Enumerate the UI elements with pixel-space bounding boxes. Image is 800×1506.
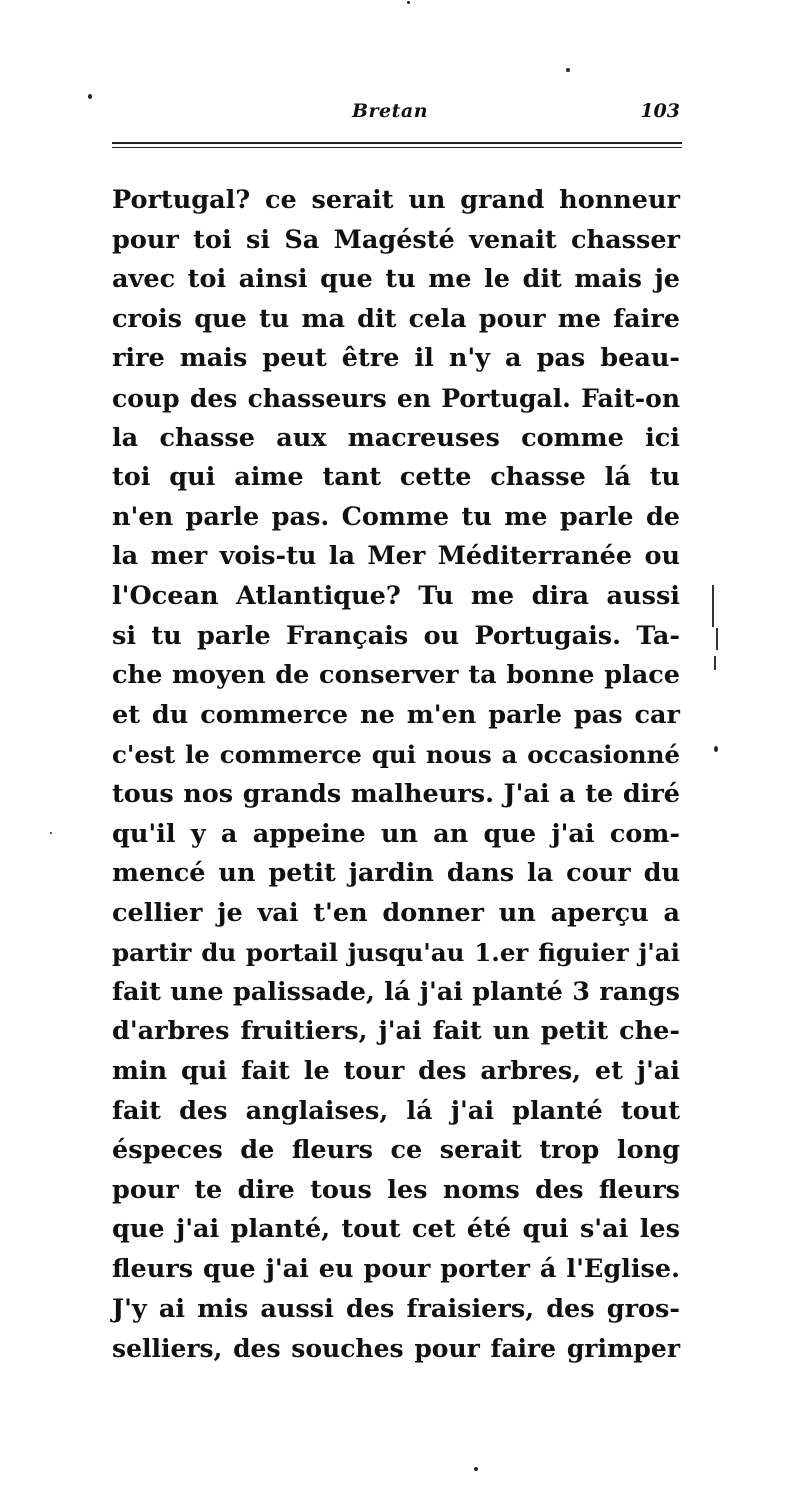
text-line: n'en parle pas. Comme tu me parle de: [112, 501, 680, 532]
text-line: crois que tu ma dit cela pour me faire: [112, 303, 680, 334]
running-title: Bretan: [351, 100, 429, 122]
page-number: 103: [640, 100, 680, 122]
text-line: min qui fait le tour des arbres, et j'ai: [112, 1056, 680, 1087]
scan-speck: [474, 1467, 478, 1471]
text-line: éspeces de fleurs ce serait trop long: [112, 1135, 680, 1166]
text-line: pour toi si Sa Magésté venait chasser: [112, 224, 680, 255]
scan-speck: [714, 746, 718, 752]
text-line: pour te dire tous les noms des fleurs: [112, 1174, 680, 1205]
text-line: J'y ai mis aussi des fraisiers, des gros-: [112, 1293, 680, 1324]
text-line: cellier je vai t'en donner un aperçu a: [112, 897, 680, 928]
text-line: d'arbres fruitiers, j'ai fait un petit che-: [112, 1016, 680, 1047]
scan-speck: [88, 94, 92, 99]
text-line: l'Ocean Atlantique? Tu me dira aussi: [112, 580, 680, 611]
text-line: avec toi ainsi que tu me le dit mais je: [112, 264, 680, 295]
text-line: rire mais peut être il n'y a pas beau-: [112, 343, 680, 374]
text-line: fleurs que j'ai eu pour porter á l'Eglise.: [112, 1254, 680, 1285]
text-line: Portugal? ce serait un grand honneur: [112, 185, 680, 215]
text-line: fait une palissade, lá j'ai planté 3 rangs: [112, 976, 680, 1007]
text-line: coup des chasseurs en Portugal. Fait-on: [112, 383, 680, 413]
margin-mark: [714, 656, 716, 670]
text-line: la mer vois-tu la Mer Méditerranée ou: [112, 541, 680, 572]
scan-speck: [407, 1, 410, 4]
text-line: mencé un petit jardin dans la cour du: [112, 858, 680, 889]
text-line: partir du portail jusqu'au 1.er figuier j'ai: [112, 938, 680, 968]
scan-speck: [566, 68, 570, 72]
text-line: toi qui aime tant cette chasse lá tu: [112, 462, 680, 493]
margin-mark: [716, 628, 718, 650]
scan-speck: [50, 832, 52, 834]
text-line: si tu parle Français ou Portugais. Ta-: [112, 620, 680, 651]
margin-mark: [712, 585, 714, 627]
text-line: et du commerce ne m'en parle pas car: [112, 699, 680, 730]
text-line: che moyen de conserver ta bonne place: [112, 660, 680, 691]
text-line: fait des anglaises, lá j'ai planté tout: [112, 1095, 680, 1126]
text-line: tous nos grands malheurs. J'ai a te diré: [112, 778, 680, 809]
text-line: qu'il y a appeine un an que j'ai com-: [112, 818, 680, 849]
body-text: [112, 181, 680, 1369]
header-rule: [112, 142, 682, 148]
text-line: que j'ai planté, tout cet été qui s'ai les: [112, 1214, 680, 1245]
text-line: selliers, des souches pour faire grimper: [112, 1334, 680, 1364]
text-line: la chasse aux macreuses comme ici: [112, 422, 680, 453]
text-line: c'est le commerce qui nous a occasionné: [112, 740, 680, 770]
